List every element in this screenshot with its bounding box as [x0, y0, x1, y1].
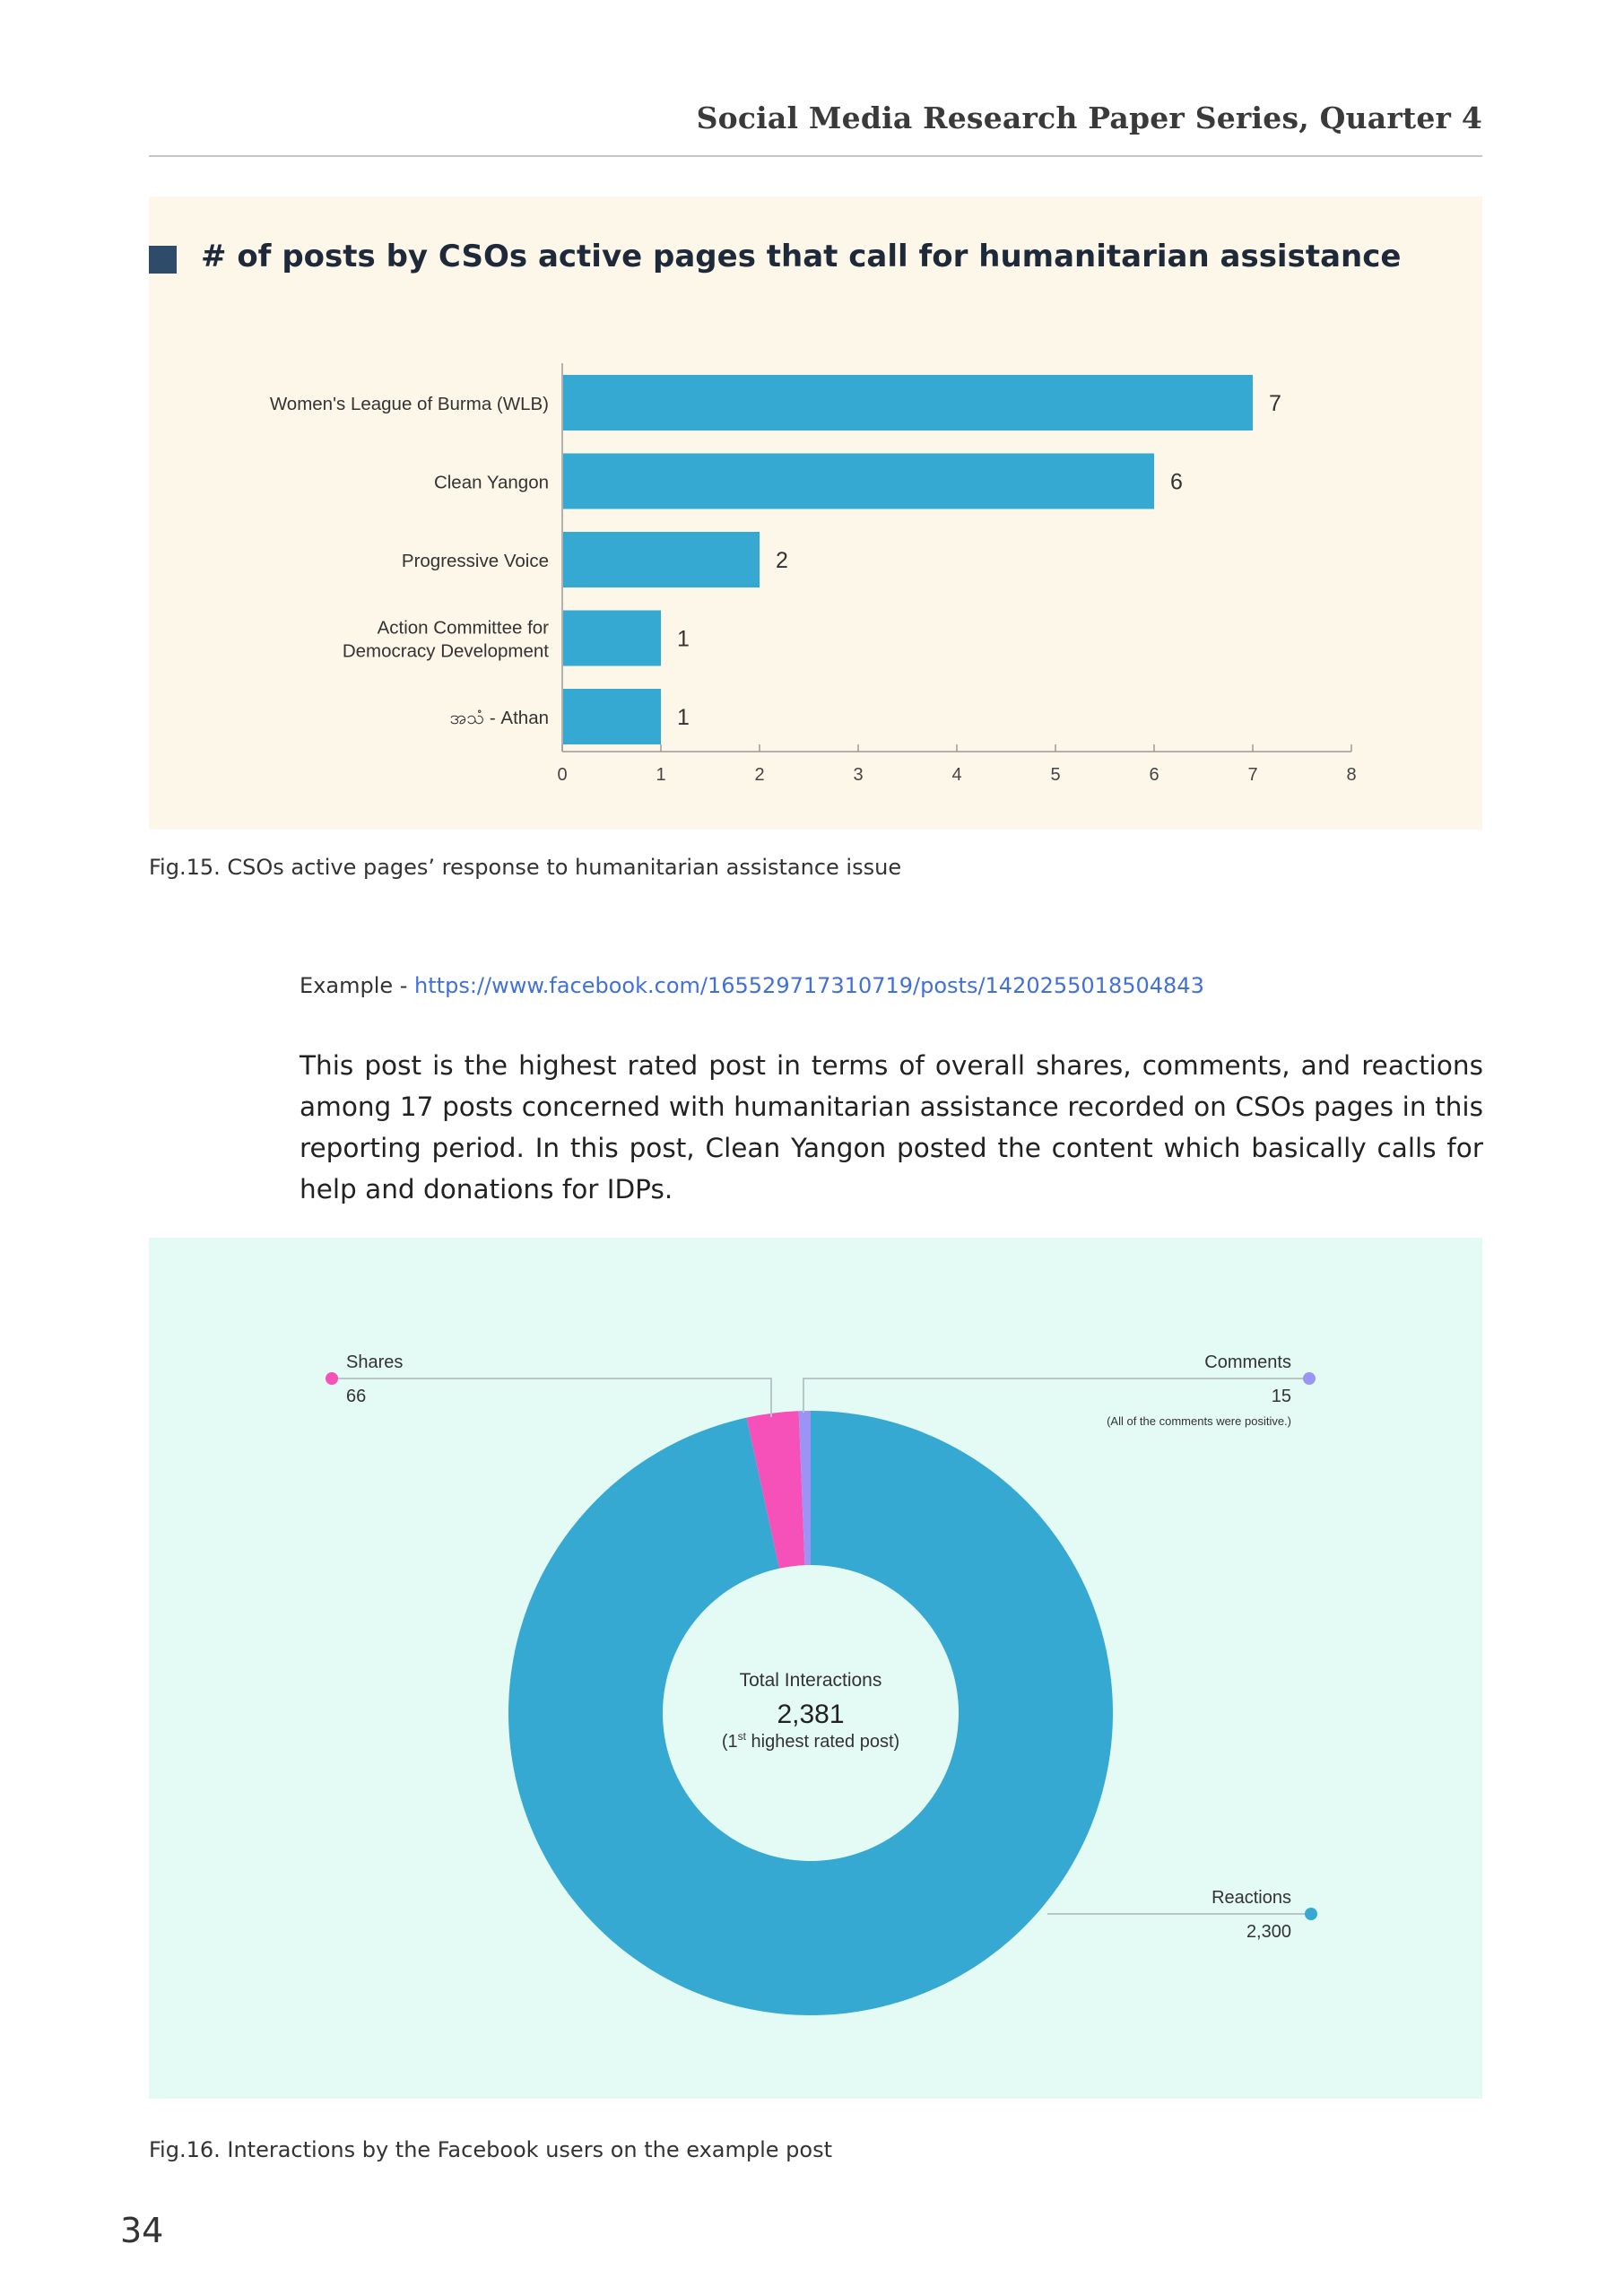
x-tick-label: 6	[1149, 765, 1159, 785]
shares-leader-line	[332, 1378, 771, 1417]
bar-value-label: 2	[776, 548, 788, 573]
bar-value-label: 7	[1269, 391, 1281, 416]
comments-value: 15	[1271, 1387, 1291, 1406]
category-label: Women's League of Burma (WLB)	[269, 394, 549, 414]
shares-value: 66	[346, 1387, 367, 1406]
bar-value-label: 1	[677, 626, 690, 652]
shares-label: Shares	[346, 1352, 404, 1372]
bar-value-label: 1	[677, 705, 690, 730]
comments-label: Comments	[1204, 1352, 1291, 1372]
donut-center-note: (1st highest rated post)	[721, 1730, 900, 1752]
comments-dot	[1303, 1372, 1316, 1385]
x-tick-label: 4	[951, 765, 962, 785]
category-label: Democracy Development	[342, 640, 549, 662]
donut-center-value: 2,381	[777, 1700, 845, 1729]
category-label: အသံ - Athan	[449, 708, 549, 728]
category-label: Progressive Voice	[401, 551, 549, 571]
category-label: Clean Yangon	[433, 472, 549, 493]
x-tick-label: 2	[754, 765, 765, 785]
bar-chart-title: # of posts by CSOs active pages that call for humanitarian assistance	[201, 239, 1402, 274]
x-tick-label: 7	[1247, 765, 1258, 785]
page-number: 34	[120, 2211, 164, 2250]
x-tick-label: 1	[656, 765, 666, 785]
x-tick-label: 0	[557, 765, 568, 785]
body-paragraph: This post is the highest rated post in terms of overall shares, comments, and reactions among 17 posts concerned with humanitarian assistance recorded on CSOs pages in this reporting period. In this post, Clean Yangon posted the content which basically calls for help and donations for IDPs.	[300, 1050, 1483, 1205]
donut-center-label: Total Interactions	[739, 1670, 882, 1691]
comments-leader-line	[803, 1378, 1309, 1413]
running-header: Social Media Research Paper Series, Quarter 4	[696, 100, 1482, 135]
figure-15-caption: Fig.15. CSOs active pages’ response to humanitarian assistance issue	[149, 855, 902, 880]
category-label: Action Committee for	[377, 617, 549, 639]
comments-note: (All of the comments were positive.)	[1107, 1414, 1291, 1428]
x-tick-label: 5	[1050, 765, 1061, 785]
reactions-value: 2,300	[1246, 1922, 1291, 1942]
figure-16-caption: Fig.16. Interactions by the Facebook users on the example post	[149, 2137, 832, 2162]
example-label: Example -	[300, 973, 415, 998]
example-link[interactable]: https://www.facebook.com/165529717310719/posts/1420255018504843	[414, 973, 1204, 998]
x-tick-label: 8	[1346, 765, 1357, 785]
reactions-dot	[1305, 1908, 1317, 1920]
reactions-label: Reactions	[1211, 1888, 1291, 1908]
bar-value-label: 6	[1170, 469, 1183, 495]
shares-dot	[326, 1372, 338, 1385]
x-tick-label: 3	[853, 765, 864, 785]
